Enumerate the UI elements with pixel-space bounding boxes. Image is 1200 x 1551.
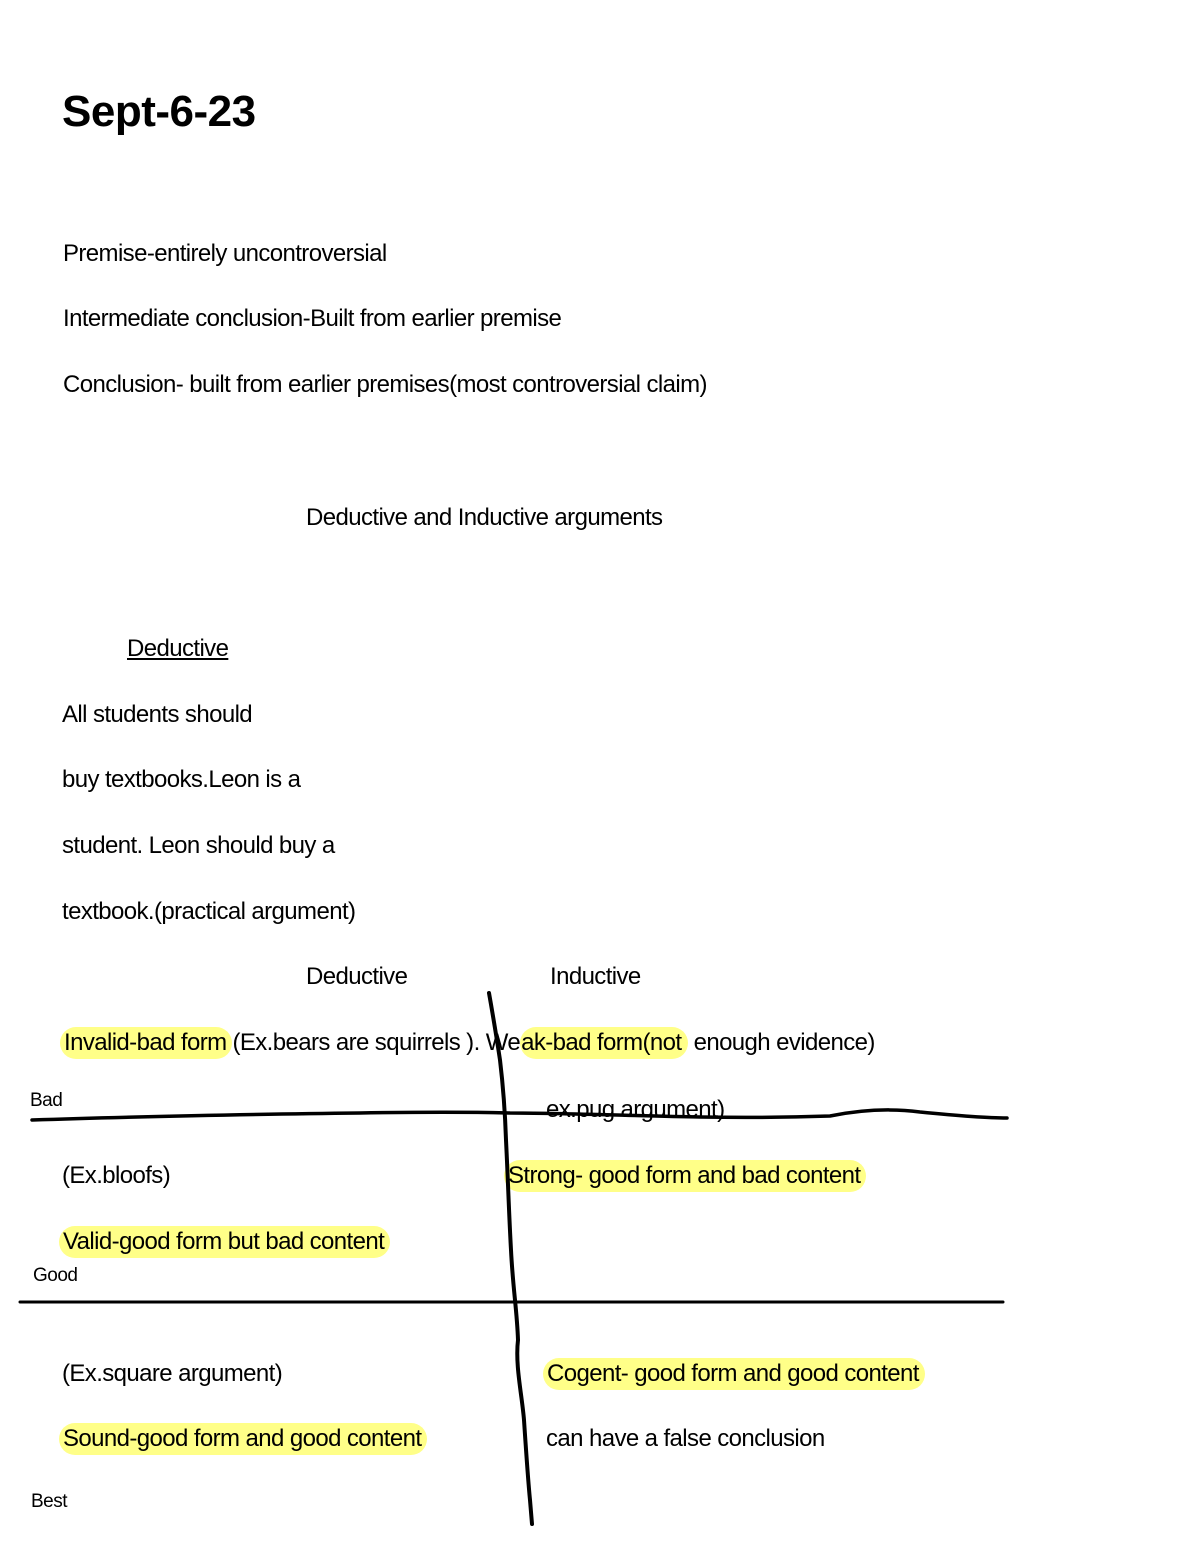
weak-rest: enough evidence) xyxy=(687,1029,875,1056)
row-label-good: Good xyxy=(33,1265,78,1286)
page-title: Sept-6-23 xyxy=(62,87,256,136)
valid-definition xyxy=(63,1228,390,1256)
deductive-subheading: Deductive xyxy=(127,635,229,662)
strong-definition xyxy=(508,1162,866,1190)
table-col-deductive: Deductive xyxy=(306,963,408,990)
weak-highlight: ak-bad form(not xyxy=(520,1027,687,1059)
definition-conclusion: Conclusion- built from earlier premises(most controversial claim) xyxy=(63,371,707,398)
valid-highlight: Valid-good form but bad content xyxy=(59,1226,390,1258)
invalid-example: (Ex.bears are squirrels ). We xyxy=(232,1029,521,1056)
row-label-bad: Bad xyxy=(30,1090,63,1111)
invalid-highlight: Invalid-bad form xyxy=(60,1027,232,1059)
strong-highlight: Strong- good form and bad content xyxy=(504,1160,866,1192)
cogent-highlight: Cogent- good form and good content xyxy=(543,1358,925,1390)
definition-intermediate-conclusion: Intermediate conclusion-Built from earlier premise xyxy=(63,305,562,332)
table-col-inductive: Inductive xyxy=(550,963,641,990)
deductive-example-line-3: student. Leon should buy a xyxy=(62,832,335,859)
deductive-best-example: (Ex.square argument) xyxy=(62,1360,283,1387)
deductive-example-line-2: buy textbooks.Leon is a xyxy=(62,766,301,793)
sound-definition xyxy=(63,1425,427,1453)
bad-row-line xyxy=(64,1029,875,1057)
deductive-example-line-1: All students should xyxy=(62,701,253,728)
row-label-best: Best xyxy=(31,1491,68,1512)
inductive-bad-example: ex.pug argument) xyxy=(546,1096,725,1123)
vertical-divider-stroke xyxy=(489,993,532,1524)
definition-premise: Premise-entirely uncontroversial xyxy=(63,240,387,267)
deductive-example-line-4: textbook.(practical argument) xyxy=(62,898,356,925)
deductive-good-example: (Ex.bloofs) xyxy=(62,1162,171,1189)
cogent-definition xyxy=(547,1360,925,1388)
section-heading: Deductive and Inductive arguments xyxy=(306,504,663,531)
sound-highlight: Sound-good form and good content xyxy=(59,1423,427,1455)
cogent-note: can have a false conclusion xyxy=(546,1425,825,1452)
bad-row-divider-stroke xyxy=(32,1110,1007,1120)
